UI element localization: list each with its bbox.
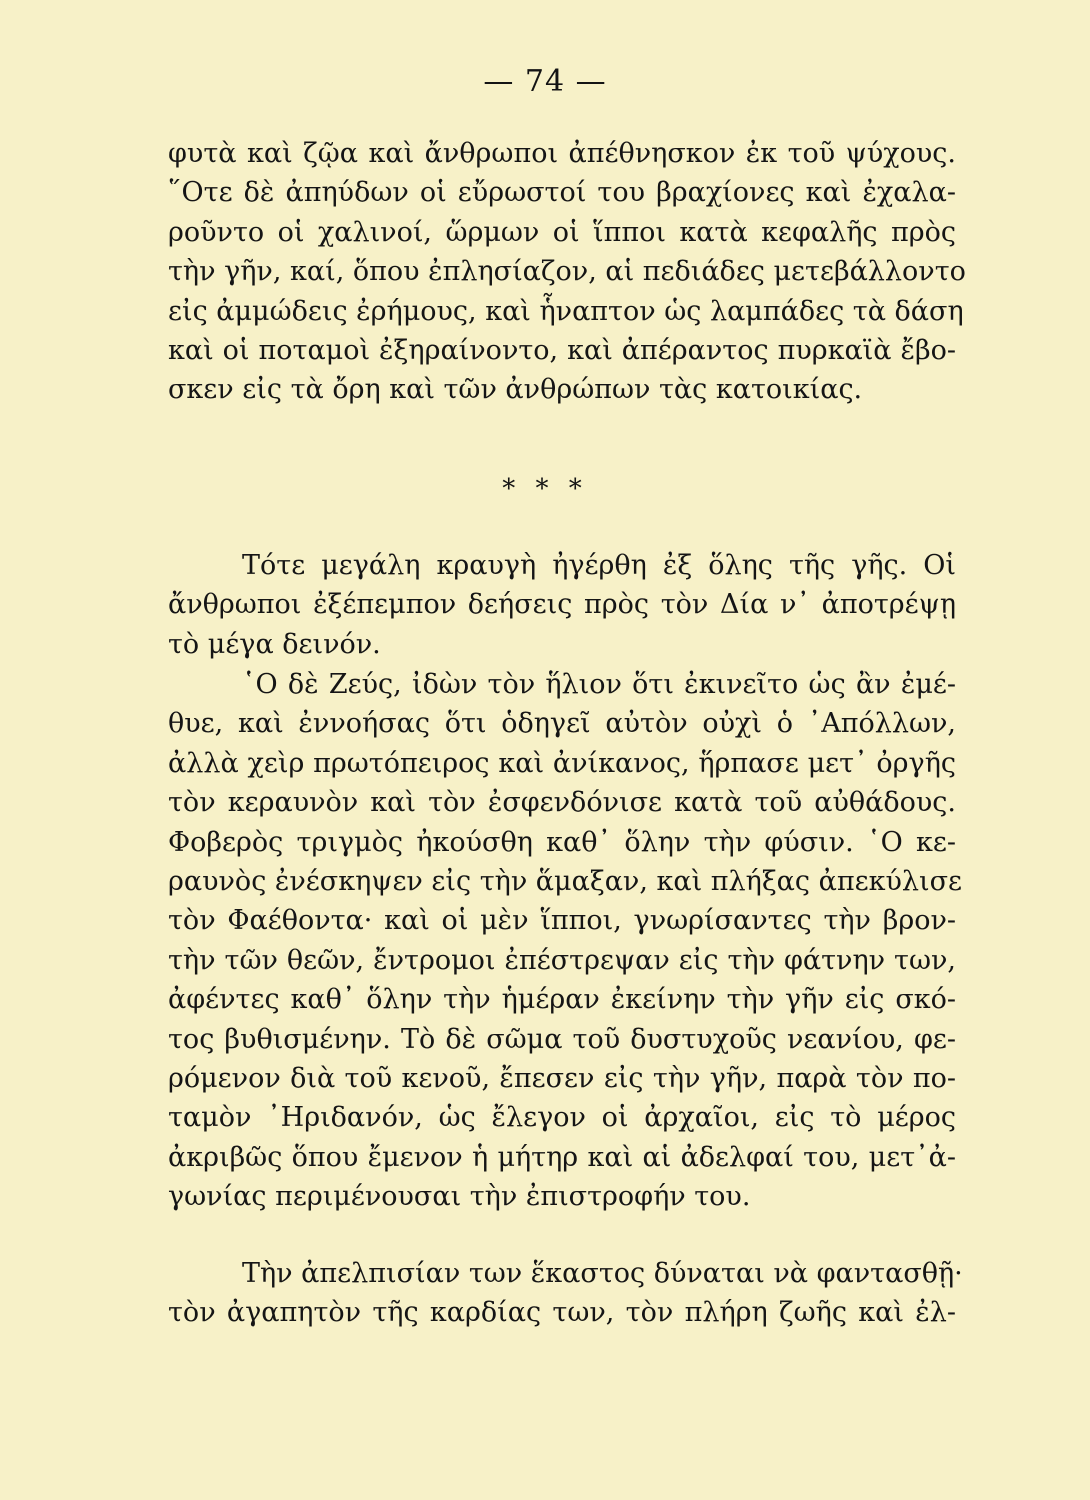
text-line: ῾Ο δὲ Ζεύς, ἰδὼν τὸν ἥλιον ὅτι ἐκινεῖτο ὡς ἂν ἐμέ- [242, 669, 956, 700]
text-line: ἀφέντες καθ᾽ ὅλην τὴν ἡμέραν ἐκείνην τὴν γῆν εἰς σκό- [168, 984, 956, 1016]
paragraph-2 [168, 546, 956, 664]
text-line: τὸ μέγα δεινόν. [168, 628, 381, 660]
paragraph-4 [168, 1254, 963, 1333]
text-line: τὴν τῶν θεῶν, ἔντρομοι ἐπέστρεψαν εἰς τὴν φάτνην των, [168, 944, 956, 976]
text-line: ροῦντο οἱ χαλινοί, ὥρμων οἱ ἵπποι κατὰ κεφαλῆς πρὸς [168, 216, 956, 248]
text-line: τὸν κεραυνὸν καὶ τὸν ἐσφενδόνισε κατὰ τοῦ αὐθάδους. [168, 787, 956, 819]
text-line: ρόμενον διὰ τοῦ κενοῦ, ἔπεσεν εἰς τὴν γῆν, παρὰ τὸν πο- [168, 1062, 956, 1094]
page-number: — 74 — [483, 64, 607, 99]
text-line: εἰς ἀμμώδεις ἐρήμους, καὶ ἧναπτον ὡς λαμπάδες τὰ δάση [168, 295, 964, 327]
text-line: ραυνὸς ἐνέσκηψεν εἰς τὴν ἅμαξαν, καὶ πλήξας ἀπεκύλισε [168, 865, 962, 897]
text-line: ἀκριβῶς ὅπου ἔμενον ἡ μήτηρ καὶ αἱ ἀδελφαί του, μετ᾽ἀ- [168, 1141, 956, 1173]
text-line: Τὴν ἀπελπισίαν των ἕκαστος δύναται νὰ φαντασθῇ· [242, 1258, 963, 1289]
text-line: τὴν γῆν, καί, ὅπου ἐπλησίαζον, αἱ πεδιάδες μετεβάλλοντο [168, 256, 966, 288]
text-line: τος βυθισμένην. Τὸ δὲ σῶμα τοῦ δυστυχοῦς νεανίου, φε- [168, 1023, 956, 1055]
text-line: Φοβερὸς τριγμὸς ἠκούσθη καθ᾽ ὅλην τὴν φύσιν. ῾Ο κε- [168, 826, 956, 858]
text-line: καὶ οἱ ποταμοὶ ἐξηραίνοντο, καὶ ἀπέραντος πυρκαϊὰ ἔβο- [168, 334, 956, 366]
text-line: τὸν ἀγαπητὸν τῆς καρδίας των, τὸν πλήρη ζωῆς καὶ ἐλ- [168, 1297, 956, 1329]
text-line: ἀλλὰ χεὶρ πρωτόπειρος καὶ ἀνίκανος, ἥρπασε μετ᾽ ὀργῆς [168, 747, 956, 779]
section-separator: * * * [502, 474, 588, 504]
text-line: τὸν Φαέθοντα· καὶ οἱ μὲν ἵπποι, γνωρίσαντες τὴν βρον- [168, 905, 956, 937]
text-line: γωνίας περιμένουσαι τὴν ἐπιστροφήν του. [168, 1181, 751, 1213]
text-line: ῞Οτε δὲ ἀπηύδων οἱ εὔρωστοί του βραχίονες καὶ ἐχαλα- [168, 177, 956, 209]
text-line: ταμὸν ᾽Ηριδανόν, ὡς ἔλεγον οἱ ἀρχαῖοι, εἰς τὸ μέρος [168, 1102, 956, 1134]
paragraph-3 [168, 665, 962, 1216]
text-line: ἄνθρωποι ἐξέπεμπον δεήσεις πρὸς τὸν Δία ν᾽ ἀποτρέψῃ [168, 589, 956, 621]
paragraph-1 [168, 134, 966, 410]
text-line: φυτὰ καὶ ζῷα καὶ ἄνθρωποι ἀπέθνησκον ἐκ τοῦ ψύχους. [168, 138, 956, 169]
text-line: Τότε μεγάλη κραυγὴ ἠγέρθη ἐξ ὅλης τῆς γῆς. Οἱ [242, 550, 956, 581]
text-line: σκεν εἰς τὰ ὄρη καὶ τῶν ἀνθρώπων τὰς κατοικίας. [168, 374, 863, 406]
text-line: θυε, καὶ ἐννοήσας ὅτι ὁδηγεῖ αὐτὸν οὐχὶ ὁ ᾽Απόλλων, [168, 708, 956, 740]
